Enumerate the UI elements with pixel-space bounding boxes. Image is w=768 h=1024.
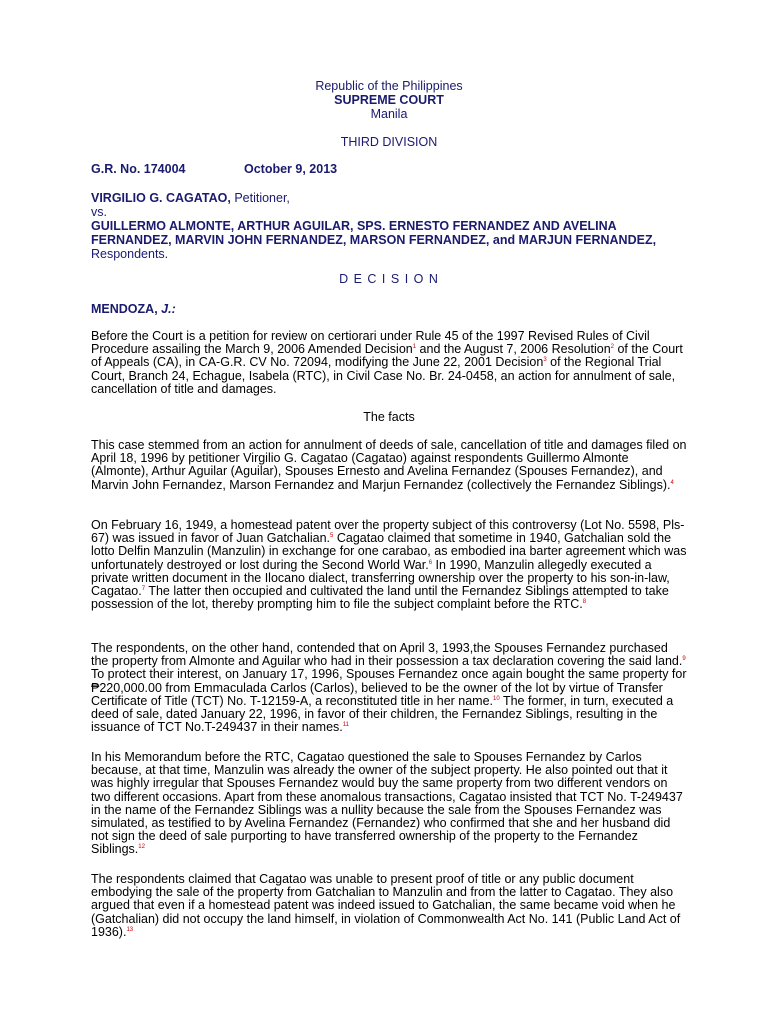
case-number-line: [91, 162, 687, 176]
paragraph-respondents-claims: [91, 873, 687, 939]
paragraph-homestead-patent: [91, 519, 687, 611]
division-name: THIRD DIVISION: [340, 135, 438, 149]
paragraph-introduction: [91, 330, 687, 396]
text-segment: The respondents claimed that Cagatao was unable to present proof of title or any public document embodying the sale of the property from Gatchalian to Manzulin and from the latter to Cagatao. They also argued that even if a homestead patent was indeed issued to Gatchalian, the same became void when he (Gatchalian) did not occupy the land himself, in violation of Commonwealth Act No. 141 (Public Land Act of 1936).: [91, 872, 681, 939]
footnote-link[interactable]: 8: [582, 599, 587, 606]
facts-heading: The facts: [363, 410, 415, 424]
respondents-line: [91, 219, 687, 261]
text-segment: The former, in turn, executed a deed of sale, dated January 22, 1996, in favor of their children, the Fernandez Siblings, resulting in the issuance of TCT No.T-249437 in their names.: [91, 693, 674, 735]
footnote-link[interactable]: 12: [138, 844, 145, 851]
footnote-link[interactable]: 13: [126, 926, 134, 933]
paragraph-respondents-contention: [91, 642, 687, 734]
footnote-link[interactable]: 4: [670, 479, 674, 486]
text-segment: On February 16, 1949, a homestead patent over the property subject of this controversy (Lot No. 5598, Pls-67) was issued in favor of Juan Gatchalian.: [91, 518, 685, 546]
text-segment: of the Regional Trial Court, Branch 24, Echague, Isabela (RTC), in Civil Case No. Br. 24-0458, an action for annulment of sale, cancellation of title and damages.: [91, 355, 676, 396]
footnote-link[interactable]: 5: [330, 533, 334, 540]
petitioner-role: Petitioner,: [234, 191, 290, 205]
text-segment: To protect their interest, on January 17, 1996, Spouses Fernandez once again bought the same property for ₱220,000.00 from Emmaculada Carlos (Carlos), believed to be the owner of the lot by virtue of Transfer Certificate of Title (TCT) No. T-12159-A, a reconstituted title in her name.: [91, 667, 687, 708]
paragraph-case-background: [91, 439, 687, 492]
court-header: [91, 79, 687, 121]
decision-date: October 9, 2013: [244, 162, 338, 176]
footnote-link[interactable]: 7: [141, 585, 146, 592]
paragraph-memorandum: [91, 751, 687, 857]
gr-number: G.R. No. 174004: [91, 162, 186, 176]
footnote-link[interactable]: 9: [682, 656, 686, 663]
versus-label: vs.: [91, 205, 107, 219]
text-segment: The respondents, on the other hand, contended that on April 3, 1993,the Spouses Fernandez purchased the property from Almonte and Aguilar who had in their possession a tax declaration covering the said land.: [91, 641, 683, 669]
petitioner-line: [91, 191, 687, 205]
ponente-name: MENDOZA,: [91, 302, 158, 316]
ponente-line: [91, 302, 687, 316]
respondents-names: GUILLERMO ALMONTE, ARTHUR AGUILAR, SPS. ERNESTO FERNANDEZ AND AVELINA FERNANDEZ, MARVIN JOHN FERNANDEZ, MARSON FERNANDEZ, and MARJUN FERNANDEZ,: [91, 219, 657, 247]
footnote-link[interactable]: 10: [493, 695, 500, 702]
ponente-title: J.:: [161, 302, 176, 316]
text-segment: of the Court of Appeals (CA), in CA-G.R. CV No. 72094, modifying the June 22, 2001 Decision: [91, 342, 683, 370]
footnote-link[interactable]: 1: [412, 344, 417, 351]
text-segment: Cagatao claimed that sometime in 1940, Gatchalian sold the lotto Delfin Manzulin (Manzulin) in exchange for one carabao, as embodied ina barter agreement which was unfortunately destroyed or lost during the Second World War.: [91, 531, 687, 572]
footnote-link[interactable]: 11: [342, 722, 349, 729]
court-city: Manila: [370, 107, 408, 121]
footnote-link[interactable]: 6: [428, 559, 433, 566]
republic-line: Republic of the Philippines: [315, 79, 463, 93]
decision-title: D E C I S I O N: [339, 272, 439, 286]
text-segment: This case stemmed from an action for annulment of deeds of sale, cancellation of title and damages filed on April 18, 1996 by petitioner Virgilio G. Cagatao (Cagatao) against respondents Guillermo Almonte (Almonte), Arthur Aguilar (Aguilar), Spouses Ernesto and Avelina Fernandez (Spouses Fernandez), and Marvin John Fernandez, Marson Fernandez and Marjun Fernandez (collectively the Fernandez Siblings).: [91, 438, 687, 492]
text-segment: In his Memorandum before the RTC, Cagatao questioned the sale to Spouses Fernandez by Carlos because, at that time, Manzulin was already the owner of the subject property. He also pointed out that it was highly irregular that Spouses Fernandez would buy the same property from two different vendors on two different occasions. Apart from these anomalous transactions, Cagatao insisted that TCT No. T-249437 in the name of the Fernandez Siblings was a nullity because the sale from the Spouses Fernandez was simulated, as testified to by Avelina Fernandez (Fernandez) who confirmed that she and her husband did not sign the deed of sale purporting to have transferred ownership of the property to the Fernandez Siblings.: [91, 750, 683, 857]
text-segment: and the August 7, 2006 Resolution: [416, 342, 611, 357]
footnote-link[interactable]: 3: [543, 357, 547, 364]
text-segment: The latter then occupied and cultivated the land until the Fernandez Siblings attempted to take possession of the lot, thereby prompting him to file the subject complaint before the RTC.: [91, 584, 669, 612]
court-name: SUPREME COURT: [334, 93, 444, 107]
text-segment: In 1990, Manzulin allegedly executed a private written document in the Ilocano dialect, transferring ownership over the property to his son-in-law, Cagatao.: [91, 557, 670, 599]
footnote-link[interactable]: 2: [610, 344, 614, 351]
text-segment: Before the Court is a petition for review on certiorari under Rule 45 of the 1997 Revised Rules of Civil Procedure assailing the March 9, 2006 Amended Decision: [91, 329, 650, 357]
petitioner-name: VIRGILIO G. CAGATAO,: [91, 191, 231, 205]
respondents-role: Respondents.: [91, 247, 169, 261]
parties-block: [91, 191, 687, 261]
